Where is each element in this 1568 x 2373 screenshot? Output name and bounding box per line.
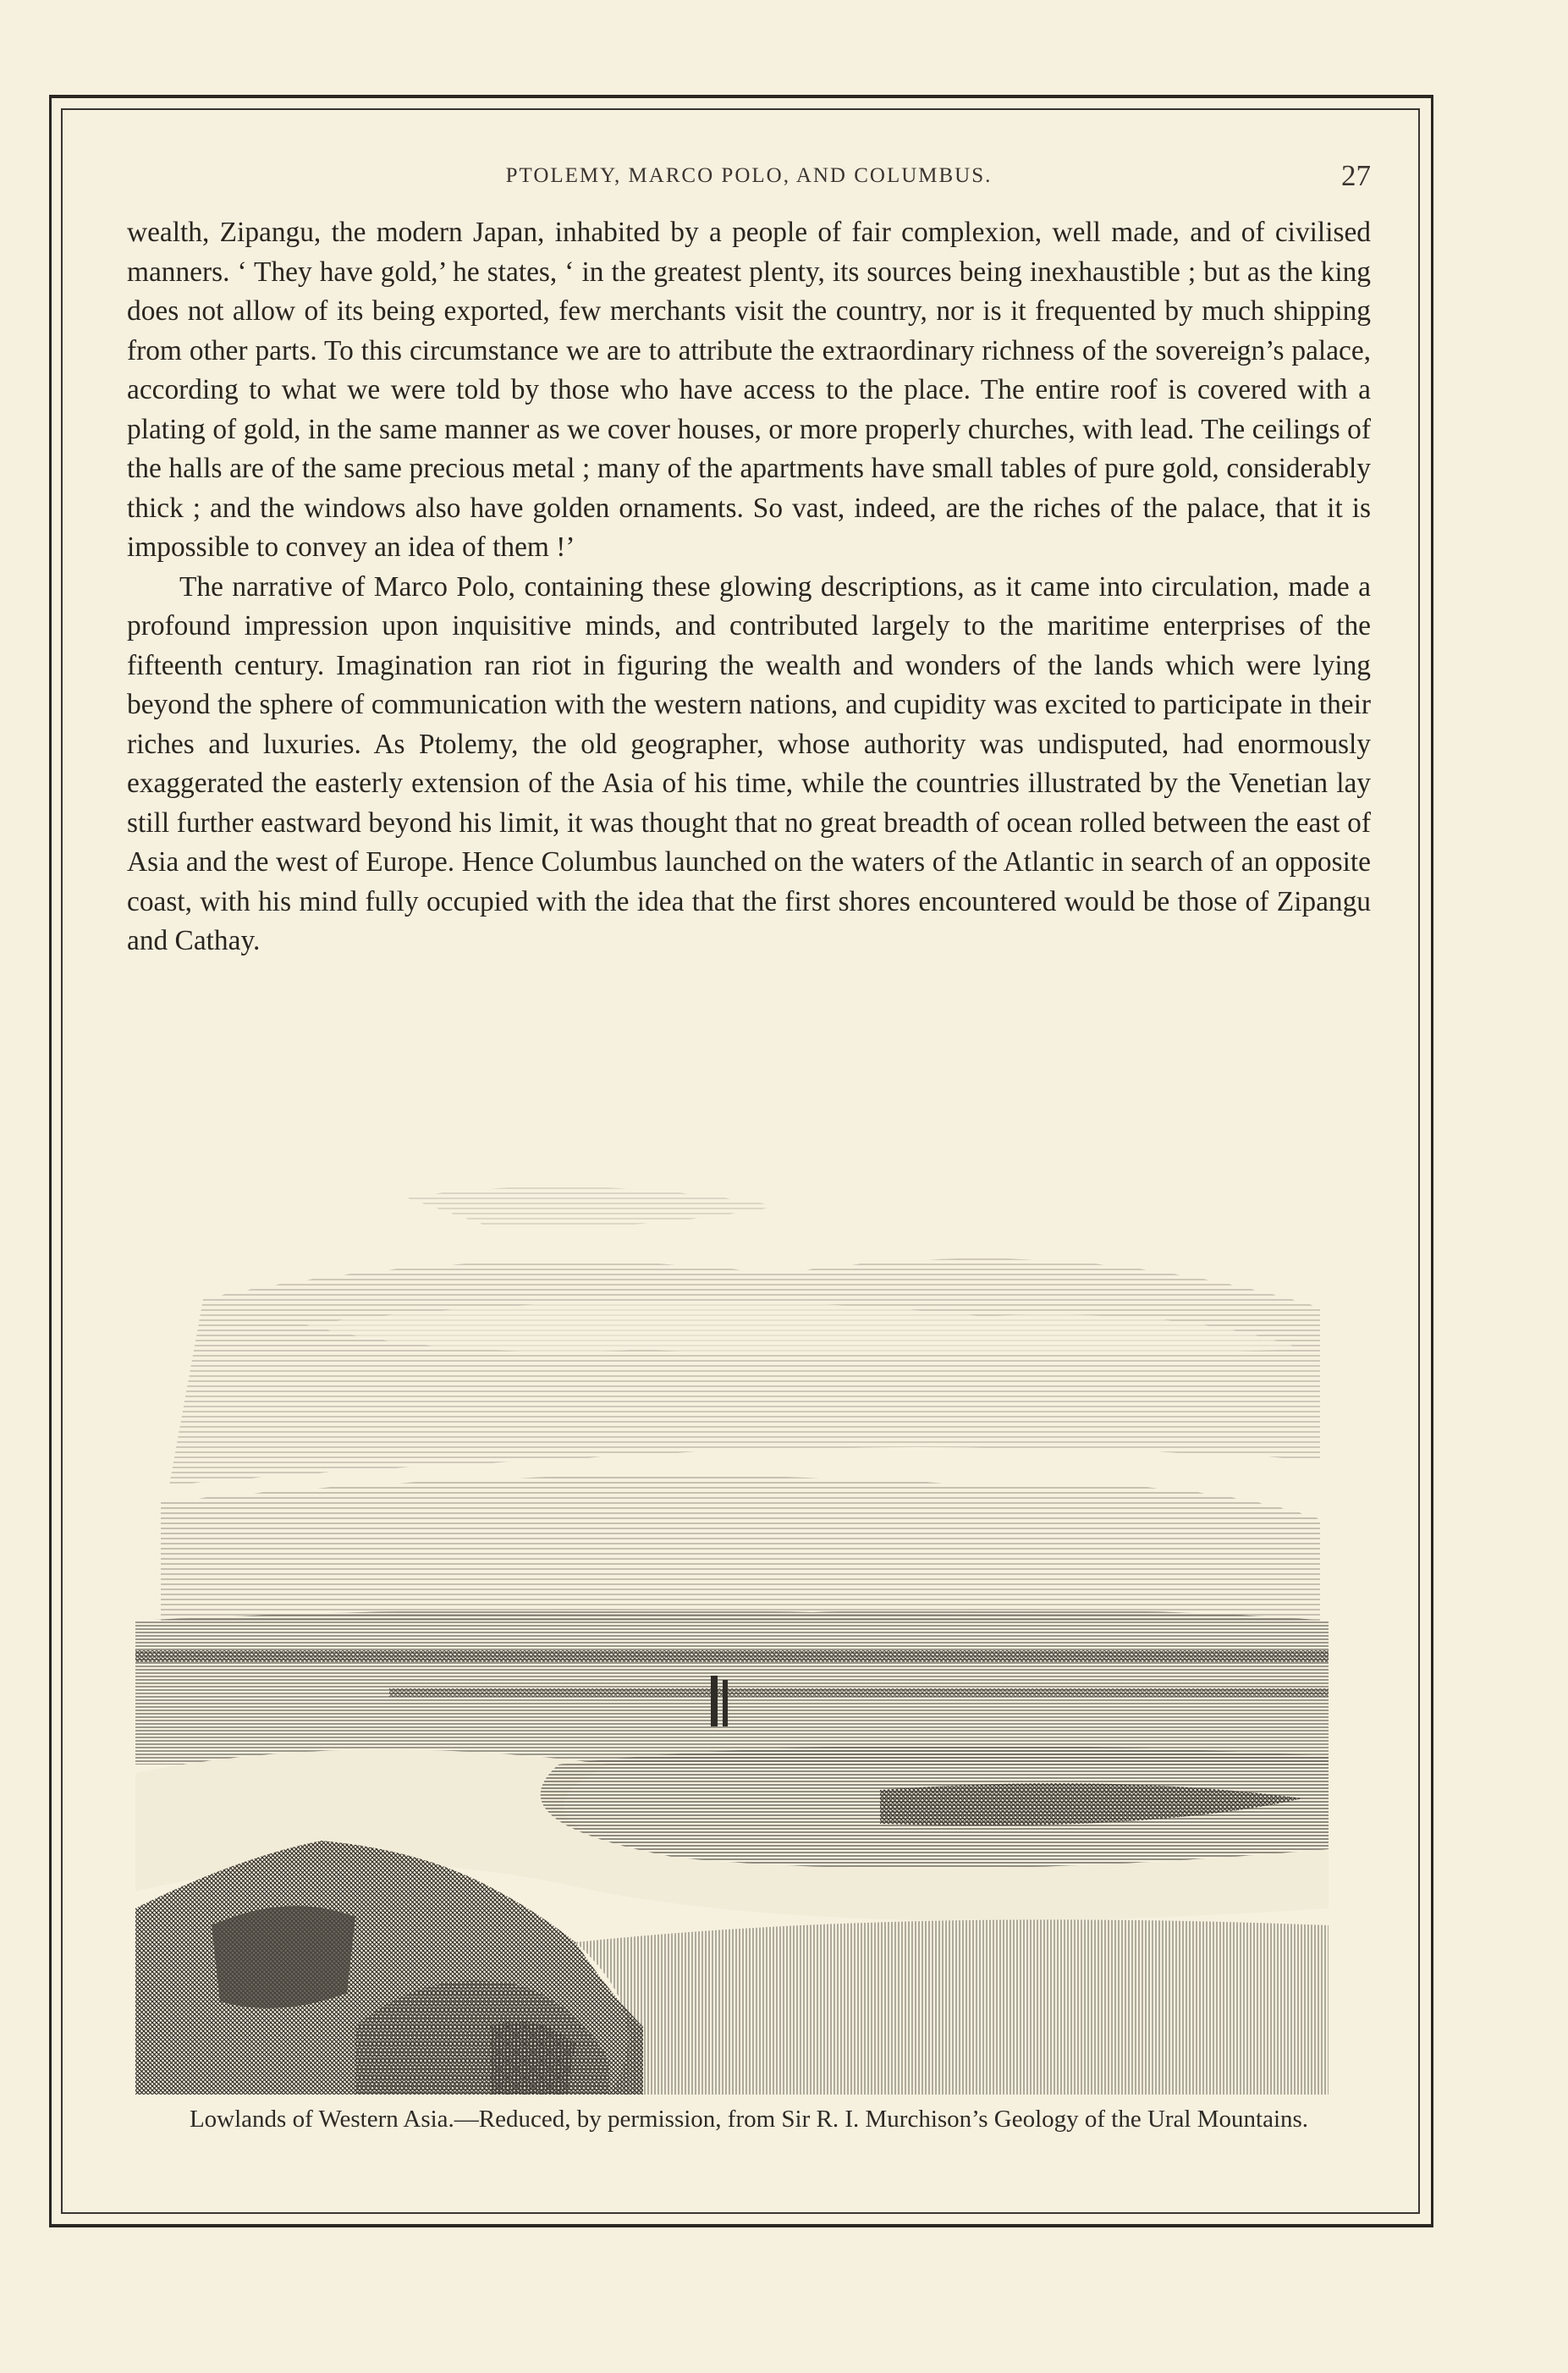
body-text	[127, 213, 1371, 961]
page-header	[127, 159, 1371, 201]
running-head: PTOLEMY, MARCO POLO, AND COLUMBUS.	[505, 164, 993, 187]
distant-plain	[135, 1610, 1329, 1765]
sky-clouds	[161, 1186, 1320, 1621]
paragraph-2: The narrative of Marco Polo, containing these glowing descriptions, as it came into circulation, made a profound impression upon inquisitive minds, and contributed largely to the maritime enterprises of the fifteenth century. Imagination ran riot in figuring the wealth and wonders of the lands which were lying beyond the sphere of communication with the western nations, and cupidity was excited to participate in their riches and luxuries. As Ptolemy, the old geographer, whose authority was undisputed, had enormously exaggerated the easterly extension of the Asia of his time, while the countries illustrated by the Venetian lay still further eastward beyond his limit, it was thought that no great breadth of ocean rolled between the east of Asia and the west of Europe. Hence Columbus launched on the waters of the Atlantic in search of an opposite coast, with his mind fully occupied with the idea that the first shores encountered would be those of Zipangu and Cathay.	[127, 570, 1371, 956]
page-number: 27	[1341, 159, 1371, 192]
landscape-engraving	[135, 1181, 1337, 2095]
paragraph-1: wealth, Zipangu, the modern Japan, inhabited by a people of fair complexion, well made, and of civilised manners. ‘ They have gold,’ he states, ‘ in the greatest plenty, its sources being inexhaustible ; but as the king does not allow of its being exported, few merchants visit the country, nor is it frequented by much shipping from other parts. To this circumstance we are to attribute the extraordinary richness of the sovereign’s palace, according to what we were told by those who have access to the place. The entire roof is covered with a plating of gold, in the same manner as we cover houses, or more properly churches, with lead. The ceilings of the halls are of the same precious metal ; many of the apartments have small tables of pure gold, considerably thick ; and the windows also have golden ornaments. So vast, indeed, are the riches of the palace, that it is impossible to convey an idea of them !’	[127, 217, 1371, 563]
figure-caption: Lowlands of Western Asia.—Reduced, by permission, from Sir R. I. Murchison’s Geology of the Ural Mountains.	[189, 2106, 1309, 2133]
